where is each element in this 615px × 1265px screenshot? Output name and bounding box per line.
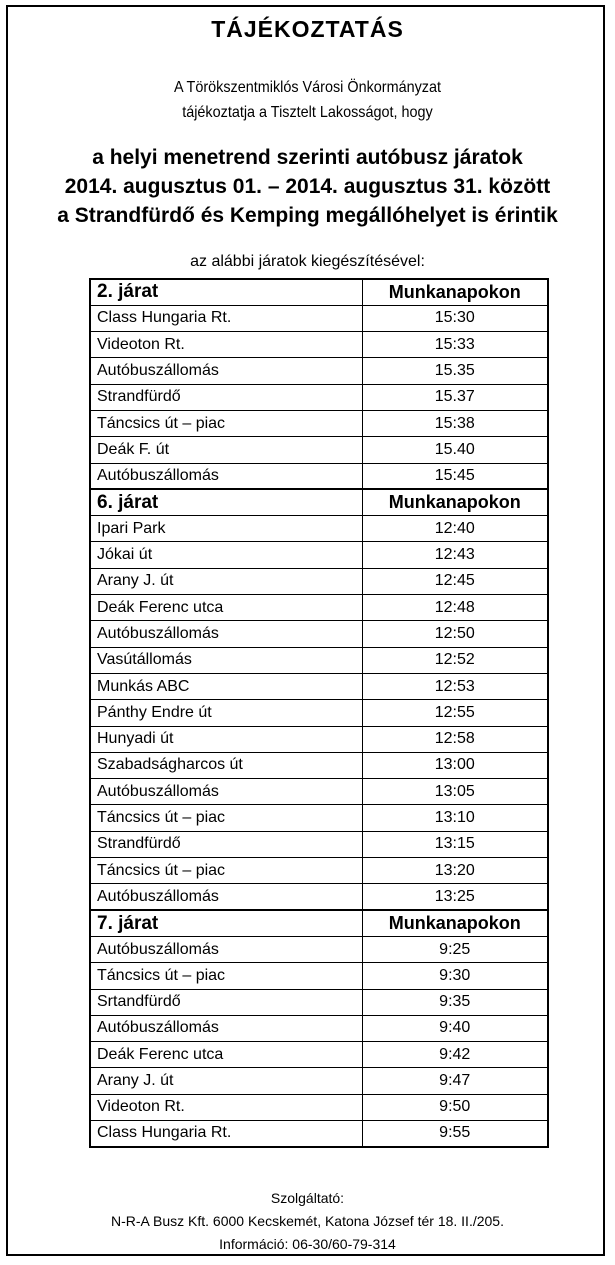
departure-time: 9:40 bbox=[362, 1015, 548, 1041]
departure-time: 9:47 bbox=[362, 1068, 548, 1094]
table-row bbox=[90, 989, 548, 1015]
stop-name: Szabadságharcos út bbox=[90, 752, 362, 778]
table-row bbox=[90, 779, 548, 805]
table-row bbox=[90, 410, 548, 436]
stop-name: Autóbuszállomás bbox=[90, 621, 362, 647]
table-row bbox=[90, 647, 548, 673]
table-row bbox=[90, 673, 548, 699]
departure-time: 13:00 bbox=[362, 752, 548, 778]
stop-name: Autóbuszállomás bbox=[90, 358, 362, 384]
table-row bbox=[90, 884, 548, 910]
departure-time: 13:15 bbox=[362, 831, 548, 857]
table-row bbox=[90, 542, 548, 568]
stop-name: Srtandfürdő bbox=[90, 989, 362, 1015]
departure-time: 15.40 bbox=[362, 437, 548, 463]
departure-time: 15:30 bbox=[362, 305, 548, 331]
table-row bbox=[90, 963, 548, 989]
headline-line-3: a Strandfürdő és Kemping megállóhelyet is érintik bbox=[57, 204, 558, 227]
table-row bbox=[90, 384, 548, 410]
table-row bbox=[90, 437, 548, 463]
departure-time: 15:38 bbox=[362, 410, 548, 436]
route-name: 6. járat bbox=[90, 489, 362, 515]
stop-name: Videoton Rt. bbox=[90, 1094, 362, 1120]
table-row bbox=[90, 805, 548, 831]
departure-time: 12:53 bbox=[362, 673, 548, 699]
stop-name: Hunyadi út bbox=[90, 726, 362, 752]
stop-name: Vasútállomás bbox=[90, 647, 362, 673]
stop-name: Autóbuszállomás bbox=[90, 779, 362, 805]
table-row bbox=[90, 700, 548, 726]
departure-time: 15.35 bbox=[362, 358, 548, 384]
stop-name: Táncsics út – piac bbox=[90, 963, 362, 989]
stop-name: Arany J. út bbox=[90, 1068, 362, 1094]
table-row bbox=[90, 332, 548, 358]
timetable bbox=[89, 278, 549, 1148]
stop-name: Táncsics út – piac bbox=[90, 805, 362, 831]
intro-line-1: A Törökszentmiklós Városi Önkormányzat bbox=[173, 79, 442, 96]
route-header-row bbox=[90, 279, 548, 305]
route-days: Munkanapokon bbox=[362, 279, 548, 305]
stop-name: Autóbuszállomás bbox=[90, 936, 362, 962]
footer-provider-label: Szolgáltató: bbox=[270, 1190, 345, 1206]
stop-name: Arany J. út bbox=[90, 568, 362, 594]
stop-name: Táncsics út – piac bbox=[90, 858, 362, 884]
departure-time: 15:45 bbox=[362, 463, 548, 489]
stop-name: Strandfürdő bbox=[90, 384, 362, 410]
stop-name: Pánthy Endre út bbox=[90, 700, 362, 726]
departure-time: 9:25 bbox=[362, 936, 548, 962]
route-name: 2. járat bbox=[90, 279, 362, 305]
stop-name: Ipari Park bbox=[90, 516, 362, 542]
table-row bbox=[90, 1121, 548, 1147]
table-row bbox=[90, 831, 548, 857]
departure-time: 12:52 bbox=[362, 647, 548, 673]
stop-name: Autóbuszállomás bbox=[90, 463, 362, 489]
table-row bbox=[90, 621, 548, 647]
table-row bbox=[90, 358, 548, 384]
table-row bbox=[90, 1015, 548, 1041]
table-row bbox=[90, 1068, 548, 1094]
notice-title: TÁJÉKOZTATÁS bbox=[211, 16, 404, 42]
table-row bbox=[90, 305, 548, 331]
footer-info-phone: Információ: 06-30/60-79-314 bbox=[219, 1236, 396, 1252]
stop-name: Jókai út bbox=[90, 542, 362, 568]
footer-provider-address: N-R-A Busz Kft. 6000 Kecskemét, Katona József tér 18. II./205. bbox=[111, 1213, 504, 1229]
table-row bbox=[90, 568, 548, 594]
table-row bbox=[90, 516, 548, 542]
table-row bbox=[90, 858, 548, 884]
departure-time: 15.37 bbox=[362, 384, 548, 410]
headline-line-1: a helyi menetrend szerinti autóbusz járatok bbox=[92, 146, 523, 169]
departure-time: 12:43 bbox=[362, 542, 548, 568]
table-row bbox=[90, 936, 548, 962]
route-header-row bbox=[90, 910, 548, 936]
intro-line-2: tájékoztatja a Tisztelt Lakosságot, hogy bbox=[182, 104, 433, 121]
stop-name: Class Hungaria Rt. bbox=[90, 305, 362, 331]
route-days: Munkanapokon bbox=[362, 489, 548, 515]
stop-name: Strandfürdő bbox=[90, 831, 362, 857]
stop-name: Deák Ferenc utca bbox=[90, 1042, 362, 1068]
stop-name: Videoton Rt. bbox=[90, 332, 362, 358]
departure-time: 12:48 bbox=[362, 595, 548, 621]
stop-name: Táncsics út – piac bbox=[90, 410, 362, 436]
departure-time: 15:33 bbox=[362, 332, 548, 358]
table-row bbox=[90, 595, 548, 621]
departure-time: 12:55 bbox=[362, 700, 548, 726]
route-days: Munkanapokon bbox=[362, 910, 548, 936]
table-row bbox=[90, 726, 548, 752]
departure-time: 12:50 bbox=[362, 621, 548, 647]
departure-time: 13:20 bbox=[362, 858, 548, 884]
route-header-row bbox=[90, 489, 548, 515]
departure-time: 12:58 bbox=[362, 726, 548, 752]
departure-time: 12:45 bbox=[362, 568, 548, 594]
departure-time: 9:30 bbox=[362, 963, 548, 989]
departure-time: 9:35 bbox=[362, 989, 548, 1015]
departure-time: 13:10 bbox=[362, 805, 548, 831]
stop-name: Deák F. út bbox=[90, 437, 362, 463]
departure-time: 12:40 bbox=[362, 516, 548, 542]
table-row bbox=[90, 1042, 548, 1068]
stop-name: Autóbuszállomás bbox=[90, 1015, 362, 1041]
headline-line-2: 2014. augusztus 01. – 2014. augusztus 31. között bbox=[64, 175, 551, 198]
table-row bbox=[90, 752, 548, 778]
departure-time: 13:05 bbox=[362, 779, 548, 805]
stop-name: Autóbuszállomás bbox=[90, 884, 362, 910]
departure-time: 9:55 bbox=[362, 1121, 548, 1147]
stop-name: Munkás ABC bbox=[90, 673, 362, 699]
table-subheading: az alábbi járatok kiegészítésével: bbox=[190, 253, 425, 270]
table-row bbox=[90, 463, 548, 489]
departure-time: 9:42 bbox=[362, 1042, 548, 1068]
stop-name: Deák Ferenc utca bbox=[90, 595, 362, 621]
table-row bbox=[90, 1094, 548, 1120]
stop-name: Class Hungaria Rt. bbox=[90, 1121, 362, 1147]
route-name: 7. járat bbox=[90, 910, 362, 936]
departure-time: 13:25 bbox=[362, 884, 548, 910]
departure-time: 9:50 bbox=[362, 1094, 548, 1120]
